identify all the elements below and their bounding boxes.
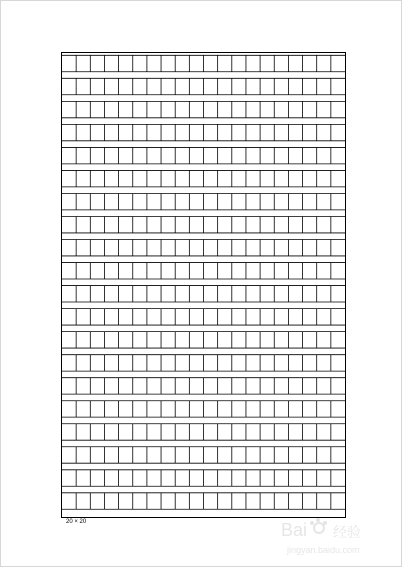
watermark-logo xyxy=(273,513,393,561)
manuscript-grid xyxy=(61,52,346,518)
baidu-jingyan-watermark xyxy=(273,513,393,561)
grid-lines xyxy=(62,53,345,517)
svg-text:Bai: Bai xyxy=(281,520,308,540)
grid-size-label: 20 × 20 xyxy=(66,519,87,525)
svg-text:经验: 经验 xyxy=(333,525,361,541)
svg-text:jingyan.baidu.com: jingyan.baidu.com xyxy=(287,545,360,555)
